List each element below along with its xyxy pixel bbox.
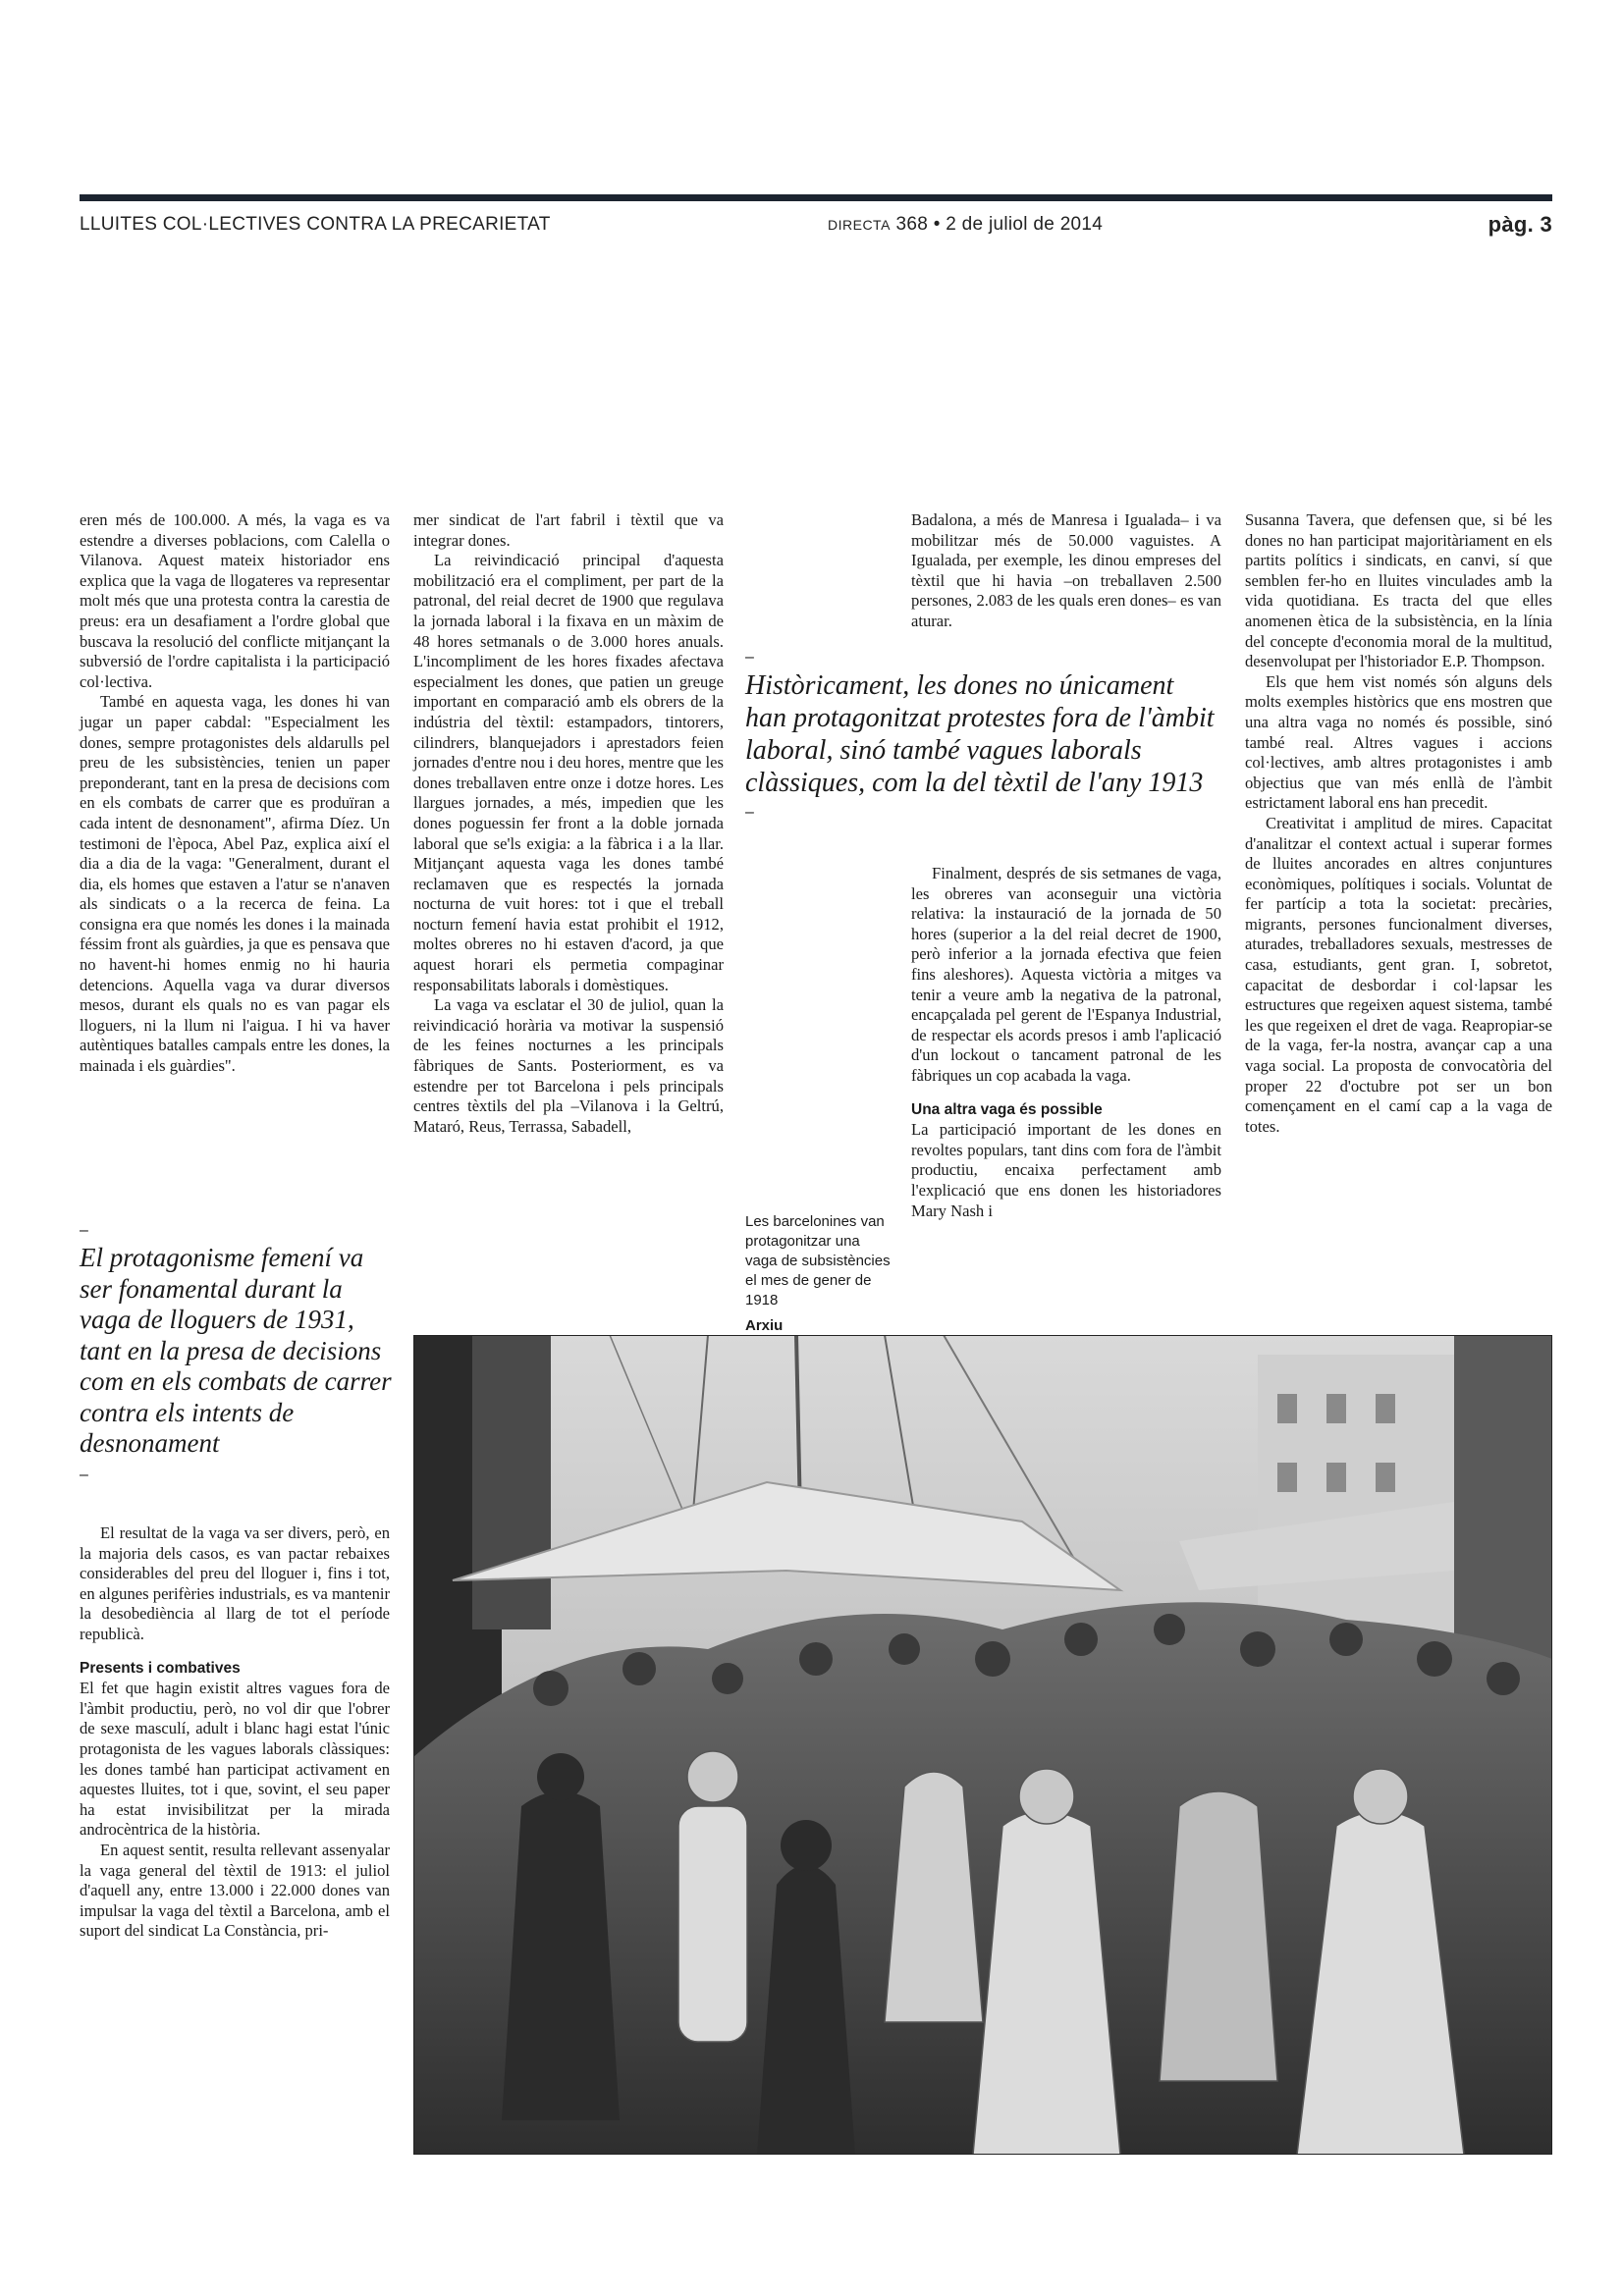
caption-text: Les barcelonines van protagonitzar una vaga de subsistències el mes de gener de 1918 <box>745 1213 891 1308</box>
pull-quote-text: Històricament, les dones no únicament han protagonitzat protestes fora de l'àmbit laboral, sinó també vagues laborals clàssiques, com la del tèxtil de l'any 1913 <box>745 670 1215 798</box>
paragraph: Creativitat i amplitud de mires. Capacitat d'analitzar el context actual i superar formes de lluites ancorades en altres conjuntures econòmiques, polítiques i socials. Voluntat de fer partícip a tota la societat: precàries, migrants, persones funcionalment diverses, aturades, treballadores sexuals, mestresses de casa, estudiants, gent gran. I, sobretot, capacitat de desbordar i col·lapsar les estructures que regeixen aquest sistema, també les que regeixen el dret de vaga. Reapropiar-se de la vaga, fer-la nostra, avançar cap a una vaga social. La proposta de convocatòria del proper 22 d'octubre pot ser un bon començament en el camí cap a la vaga de totes. <box>1245 813 1552 1136</box>
column-1-continued <box>80 1523 390 1942</box>
paragraph: Els que hem vist només són alguns dels molts exemples històrics que ens mostren que una altra vaga no només és possible, sinó també real. Altres vagues i accions col·lectives, amb altres protagonistes i amb objectius que van més enllà de l'àmbit estrictament laboral ens han precedit. <box>1245 671 1552 813</box>
column-3 <box>911 510 1221 632</box>
paragraph: Susanna Tavera, que defensen que, si bé les dones no han participat majoritàriament en els partits polítics i sindicats, en canvi, sí que semblen fer-ho en lluites vinculades amb la vida quotidiana. Es tracta del que elles anomenen ètica de la subsistència, en la línia del concepte d'economia moral de la multitud, desenvolupat per l'historiador E.P. Thompson. <box>1245 510 1552 671</box>
quote-dash: – <box>80 1466 88 1483</box>
paragraph: També en aquesta vaga, les dones hi van jugar un paper cabdal: "Especialment les dones, sempre protagonistes dels aldarulls pel preu de les subsistències, tenien un paper preponderant, tant en la presa de decisions com en els combats de carrer que es produïran a cada intent de desnonament", afirma Díez. Un testimoni de l'època, Abel Paz, explica així el dia a dia de la vaga: "Generalment, durant el dia, els homes que estaven a l'atur se n'anaven als sindicats o a la recerca de feina. La consigna era que només les dones i la mainada féssim front als guàrdies, ja que es pensava que no havent-hi homes enmig no hi hauria detencions. Aquella vaga va durar diversos mesos, durant els quals no es van pagar els lloguers, ni la llum ni l'aigua. I hi va haver autèntiques batalles campals entre les dones, la mainada i els guàrdies". <box>80 692 390 1076</box>
subheading: Presents i combatives <box>80 1659 241 1677</box>
paragraph: eren més de 100.000. A més, la vaga es va estendre a diverses poblacions, com Calella o Vilanova. Aquest mateix historiador ens explica que la vaga de llogateres va representar molt més que una protesta contra la carestia de preus: era un desafiament a l'ordre global que buscava la resolució del conflicte mitjançant la subversió de l'ordre capitalista i la participació col·lectiva. <box>80 510 390 691</box>
paragraph: La participació important de les dones en revoltes populars, tant dins com fora de l'àmbit productiu, encaixa perfectament amb l'explicació que ens donen les historiadores Mary Nash i <box>911 1120 1221 1220</box>
quote-dash: – <box>745 649 754 666</box>
header-rule <box>80 194 1552 201</box>
pull-quote-2 <box>745 650 1217 821</box>
issue-info <box>828 214 1103 236</box>
page-number: pàg. 3 <box>1488 212 1552 237</box>
publication-name: DIRECTA <box>828 217 891 233</box>
photo-illustration <box>413 1335 1552 2155</box>
column-3-continued <box>911 864 1221 1221</box>
subheading: Una altra vaga és possible <box>911 1100 1103 1118</box>
issue-date: 368 • 2 de juliol de 2014 <box>895 214 1104 235</box>
paragraph: El fet que hagin existit altres vagues fora de l'àmbit productiu, però, no vol dir que l'obrer de sexe masculí, adult i blanc hagi estat l'únic protagonista de les vagues laborals clàssiques: les dones també han participat activament en aquestes lluites, tot i que, sovint, el seu paper ha estat invisibilitzat per la mirada androcèntrica de la història. <box>80 1679 390 1840</box>
quote-dash: – <box>80 1222 88 1239</box>
paragraph: Badalona, a més de Manresa i Igualada– i va mobilitzar més de 50.000 vaguistes. A Igualada, per exemple, les dinou empreses del tèxtil que hi havia –on treballaven 2.500 persones, 2.083 de les quals eren dones– es van aturar. <box>911 510 1221 630</box>
historical-photo <box>413 1335 1552 2155</box>
paragraph: El resultat de la vaga va ser divers, però, en la majoria dels casos, es van pactar rebaixes considerables del preu del lloguer i, fins i tot, en algunes perifèries industrials, es va mantenir la desobediència al llarg de tot el període republicà. <box>80 1523 390 1643</box>
pull-quote-1 <box>80 1223 394 1483</box>
column-1 <box>80 510 390 1077</box>
section-title: LLUITES COL·LECTIVES CONTRA LA PRECARIETAT <box>80 214 551 235</box>
pull-quote-text: El protagonisme femení va ser fonamental durant la vaga de lloguers de 1931, tant en la presa de decisions com en els combats de carrer contra els intents de desnonament <box>80 1243 392 1458</box>
paragraph: Finalment, després de sis setmanes de vaga, les obreres van aconseguir una victòria relativa: la instauració de la jornada de 50 hores (superior a la del reial decret de 1900, però inferior a la jornada efectiva que feien fins aleshores). Aquesta victòria a mitges va tenir a veure amb la negativa de la patronal, encapçalada pel gerent de l'Espanya Industrial, de respectar els acords presos i amb l'aplicació d'un lockout o tancament patronal de les fàbriques un cop acabada la vaga. <box>911 864 1221 1085</box>
column-2 <box>413 510 724 1137</box>
paragraph: La vaga va esclatar el 30 de juliol, quan la reivindicació horària va motivar la suspensió de les feines nocturnes a les principals fàbriques de Sants. Posteriorment, es va estendre per tot Barcelona i pels principals centres tèxtils del pla –Vilanova i la Geltrú, Mataró, Reus, Terrassa, Sabadell, <box>413 995 724 1136</box>
photo-caption <box>745 1212 893 1336</box>
paragraph: La reivindicació principal d'aquesta mobilització era el compliment, per part de la patronal, del reial decret de 1900 que regulava la jornada laboral i la fixava en un màxim de 48 hores setmanals o de 3.000 hores anuals. L'incompliment de les hores fixades afectava especialment les dones, que patien un greuge important en comparació amb els obrers de la indústria del tèxtil: estampadors, tintorers, cilindrers, blanquejadors i aprestadors feien jornades d'entre nou i deu hores, mentre que les dones treballaven entre onze i dotze hores. Les llargues jornades, a més, impedien que les dones poguessin fer front a la doble jornada laboral que se'ls exigia: a la fàbrica i a la llar. Mitjançant aquesta vaga les dones també reclamaven que es respectés la jornada nocturna de vuit hores: tot i que el treball nocturn femení havia estat prohibit el 1912, moltes obreres no hi estaven d'acord, ja que aquest horari els permetia compaginar responsabilitats laborals i domèstiques. <box>413 551 724 994</box>
quote-dash: – <box>745 804 754 821</box>
paragraph: mer sindicat de l'art fabril i tèxtil que va integrar dones. <box>413 510 724 550</box>
paragraph: En aquest sentit, resulta rellevant assenyalar la vaga general del tèxtil de 1913: el juliol d'aquell any, entre 13.000 i 22.000 dones van impulsar la vaga del tèxtil a Barcelona, amb el suport del sindicat La Constància, pri- <box>80 1840 390 1941</box>
column-4 <box>1245 510 1552 1137</box>
photo-credit: Arxiu <box>745 1317 784 1334</box>
